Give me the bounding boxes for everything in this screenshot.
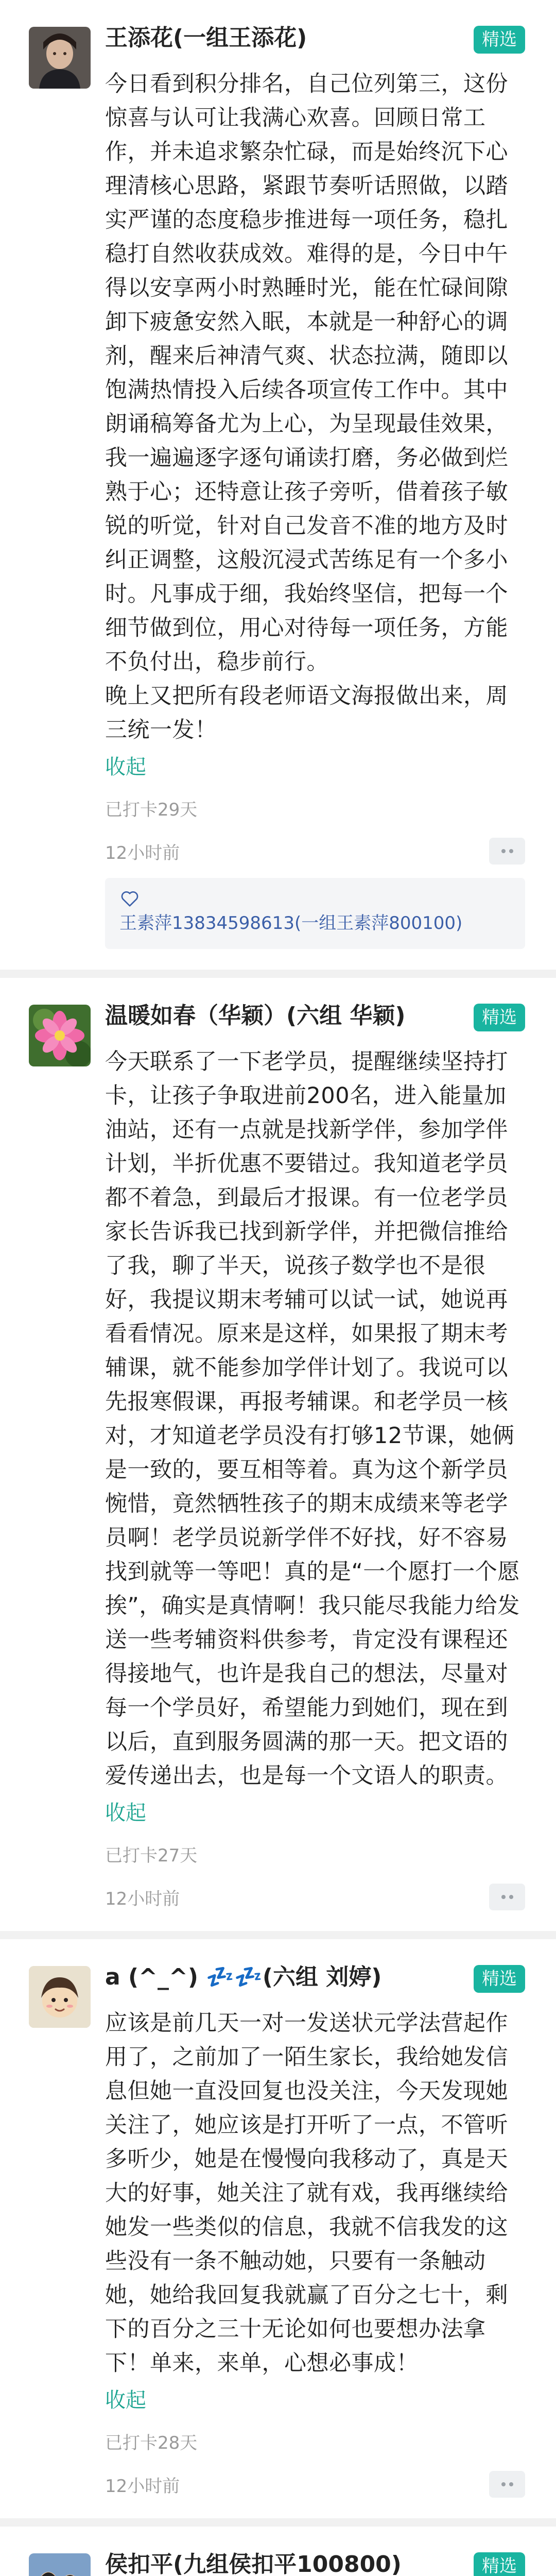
- post-content: [105, 1045, 525, 1793]
- post-header: [105, 1962, 525, 1998]
- checkin-days: 已打卡28天: [105, 2433, 198, 2453]
- avatar-student-photo-image: [29, 2553, 91, 2576]
- checkin-days: 已打卡29天: [105, 800, 198, 820]
- checkin-days: 已打卡27天: [105, 1845, 198, 1866]
- feed-post: [0, 0, 556, 970]
- post-header: [105, 2549, 525, 2576]
- author-name[interactable]: 王添花(一组王添花): [105, 25, 307, 51]
- avatar-dark-portrait-image: [29, 27, 91, 89]
- author-name[interactable]: 温暖如春（华颖）(六组 华颖): [105, 1003, 406, 1029]
- feed-post: [0, 970, 556, 1931]
- featured-badge: 精选: [474, 26, 525, 54]
- post-content: [105, 67, 525, 747]
- likes-panel: [105, 878, 525, 949]
- time-row: [105, 838, 525, 865]
- avatar-cartoon-image: [29, 1966, 91, 2028]
- heart-outline-icon: [119, 888, 140, 909]
- avatar[interactable]: [29, 27, 91, 89]
- post-header: [105, 1001, 525, 1037]
- author-name[interactable]: 侯扣平(九组侯扣平100800): [105, 2551, 402, 2576]
- feed-post: [0, 1931, 556, 2518]
- post-text: 应该是前几天一对一发送状元学法营起作用了，之前加了一陌生家长，我给她发信息但她一直没回复也没关注，今天发现她关注了，她应该是打开听了一点，不管听多听少，她是在慢慢向我移动了，真是天大的好事，她关注了就有戏，我再继续给她发一些类似的信息，我就不信我发的这些没有一条不触动她，只要有一条触动她，她给我回复我就赢了百分之七十，剩下的百分之三十无论如何也要想办法拿下！单来，来单，心想必事成！: [105, 2010, 508, 2376]
- collapse-link[interactable]: 收起: [105, 755, 146, 779]
- like-user-name[interactable]: 王素萍13834598613(一组王素萍800100): [119, 913, 463, 934]
- post-header: [105, 23, 525, 59]
- avatar[interactable]: [29, 1005, 91, 1066]
- collapse-link[interactable]: 收起: [105, 1801, 146, 1825]
- author-name[interactable]: a (^_^) 💤💤(六组 刘婷): [105, 1964, 382, 1990]
- post-time: 12小时前: [105, 1888, 180, 1909]
- more-dots-icon[interactable]: [489, 838, 525, 865]
- post-text: 今天联系了一下老学员，提醒继续坚持打卡，让孩子争取进前200名，进入能量加油站，还有一点就是找新学伴，参加学伴计划，半折优惠不要错过。我知道老学员都不着急，到最后才报课。有一位老学员家长告诉我已找到新学伴，并把微信推给了我，聊了半天，说孩子数学也不是很好，我提议期末考辅可以试一试，她说再看看情况。原来是这样，如果报了期末考辅课，就不能参加学伴计划了。我说可以先报寒假课，再报考辅课。和老学员一核对，才知道老学员没有打够12节课，她俩是一致的，要互相等着。真为这个新学员惋惜，竟然牺牲孩子的期末成绩来等老学员啊！老学员说新学伴不好找，好不容易找到就等一等吧！真的是“一个愿打一个愿挨”，确实是真情啊！我只能尽我能力给发送一些考辅资料供参考，肯定没有课程还得接地气，也许是我自己的想法，尽量对每一个学员好，希望能力到她们，现在到以后，直到服务圆满的那一天。把文语的爱传递出去，也是每一个文语人的职责。: [105, 1049, 520, 1789]
- featured-badge: 精选: [474, 1965, 525, 1993]
- more-dots-icon[interactable]: [489, 2471, 525, 2498]
- collapse-link[interactable]: 收起: [105, 2388, 146, 2412]
- post-content: [105, 2006, 525, 2380]
- avatar-pink-flower-image: [29, 1005, 91, 1066]
- post-text: 今日看到积分排名，自己位列第三，这份惊喜与认可让我满心欢喜。回顾日常工作，并未追求繁杂忙碌，而是始终沉下心理清核心思路，紧跟节奏听话照做，以踏实严谨的态度稳步推进每一项任务，稳扎稳打自然收获成效。难得的是，今日中午得以安享两小时熟睡时光，能在忙碌间隙卸下疲惫安然入眠，本就是一种舒心的调剂，醒来后神清气爽、状态拉满，随即以饱满热情投入后续各项宣传工作中。其中朗诵稿筹备尤为上心，为呈现最佳效果，我一遍遍逐字逐句诵读打磨，务必做到烂熟于心；还特意让孩子旁听，借着孩子敏锐的听觉，针对自己发音不准的地方及时纠正调整，这般沉浸式苦练足有一个多小时。凡事成于细，我始终坚信，把每一个细节做到位，用心对待每一项任务，方能不负付出，稳步前行。: [105, 71, 508, 675]
- post-time: 12小时前: [105, 2476, 180, 2497]
- avatar[interactable]: [29, 1966, 91, 2028]
- post-text-extra: 晚上又把所有段老师语文海报做出来，周三统一发！: [105, 683, 508, 743]
- time-row: [105, 1884, 525, 1910]
- time-row: [105, 2471, 525, 2498]
- featured-badge: 精选: [474, 1004, 525, 1031]
- featured-badge: 精选: [474, 2552, 525, 2576]
- post-time: 12小时前: [105, 842, 180, 863]
- avatar[interactable]: [29, 2553, 91, 2576]
- feed-post: [0, 2518, 556, 2576]
- more-dots-icon[interactable]: [489, 1884, 525, 1910]
